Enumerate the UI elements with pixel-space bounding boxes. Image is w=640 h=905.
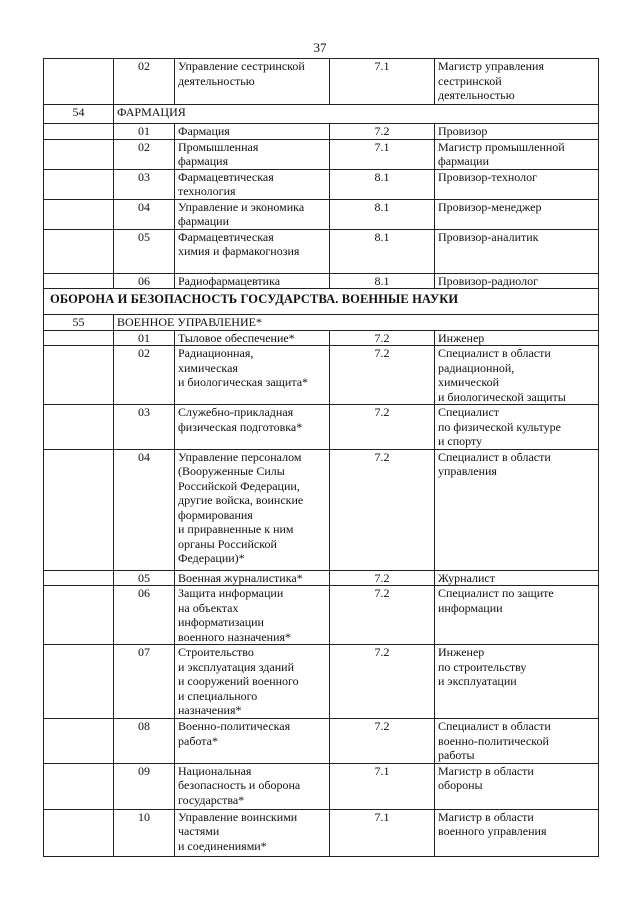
item-level: 8.1 bbox=[330, 169, 435, 199]
item-level: 7.1 bbox=[330, 59, 435, 105]
table-row bbox=[44, 405, 599, 450]
item-code: 03 bbox=[114, 405, 175, 450]
item-code: 05 bbox=[114, 229, 175, 273]
page-number: 37 bbox=[313, 40, 327, 55]
table-row bbox=[44, 124, 599, 140]
item-qualification: Магистр управления сестринской деятельностью bbox=[435, 59, 599, 105]
item-code: 07 bbox=[114, 645, 175, 719]
item-level: 7.2 bbox=[330, 346, 435, 405]
item-qualification: Специалист по физической культуре и спорту bbox=[435, 405, 599, 450]
empty-code-cell bbox=[44, 570, 114, 586]
section-row bbox=[44, 315, 599, 331]
item-code: 04 bbox=[114, 199, 175, 229]
item-code: 01 bbox=[114, 330, 175, 346]
table-row bbox=[44, 449, 599, 570]
item-level: 7.1 bbox=[330, 763, 435, 809]
item-qualification: Провизор bbox=[435, 124, 599, 140]
empty-code-cell bbox=[44, 719, 114, 764]
empty-code-cell bbox=[44, 124, 114, 140]
item-code: 03 bbox=[114, 169, 175, 199]
item-level: 7.2 bbox=[330, 570, 435, 586]
item-name: Военно-политическая работа* bbox=[175, 719, 330, 764]
table-row bbox=[44, 586, 599, 645]
empty-code-cell bbox=[44, 586, 114, 645]
item-level: 7.2 bbox=[330, 586, 435, 645]
item-name: Фармацевтическая химия и фармакогнозия bbox=[175, 229, 330, 273]
table-row bbox=[44, 229, 599, 273]
empty-code-cell bbox=[44, 169, 114, 199]
item-qualification: Провизор-аналитик bbox=[435, 229, 599, 273]
empty-code-cell bbox=[44, 139, 114, 169]
item-code: 08 bbox=[114, 719, 175, 764]
item-level: 7.2 bbox=[330, 330, 435, 346]
item-code: 02 bbox=[114, 59, 175, 105]
item-level: 8.1 bbox=[330, 229, 435, 273]
item-name: Национальная безопасность и оборона государства* bbox=[175, 763, 330, 809]
table-row bbox=[44, 59, 599, 105]
table-row bbox=[44, 169, 599, 199]
item-name: Управление персоналом (Вооруженные Силы Российской Федерации, другие войска, воинские формирования и приравненные к ним органы Российской Федерации)* bbox=[175, 449, 330, 570]
section-code: 55 bbox=[44, 315, 114, 331]
empty-code-cell bbox=[44, 763, 114, 809]
empty-code-cell bbox=[44, 346, 114, 405]
item-code: 01 bbox=[114, 124, 175, 140]
item-code: 10 bbox=[114, 809, 175, 856]
item-code: 02 bbox=[114, 139, 175, 169]
item-name: Радиационная, химическая и биологическая защита* bbox=[175, 346, 330, 405]
item-level: 8.1 bbox=[330, 273, 435, 289]
item-name: Фармацевтическая технология bbox=[175, 169, 330, 199]
item-code: 02 bbox=[114, 346, 175, 405]
item-qualification: Специалист в области радиационной, химической и биологической защиты bbox=[435, 346, 599, 405]
table-row bbox=[44, 199, 599, 229]
group-header-row bbox=[44, 289, 599, 315]
item-name: Военная журналистика* bbox=[175, 570, 330, 586]
item-qualification: Провизор-технолог bbox=[435, 169, 599, 199]
specialties-table bbox=[43, 58, 599, 857]
item-name: Тыловое обеспечение* bbox=[175, 330, 330, 346]
item-level: 7.2 bbox=[330, 124, 435, 140]
item-qualification: Магистр промышленной фармации bbox=[435, 139, 599, 169]
empty-code-cell bbox=[44, 405, 114, 450]
item-code: 04 bbox=[114, 449, 175, 570]
group-header-title: ОБОРОНА И БЕЗОПАСНОСТЬ ГОСУДАРСТВА. ВОЕННЫЕ НАУКИ bbox=[44, 289, 599, 315]
table-row bbox=[44, 645, 599, 719]
item-level: 8.1 bbox=[330, 199, 435, 229]
section-title: ФАРМАЦИЯ bbox=[114, 105, 599, 124]
empty-code-cell bbox=[44, 229, 114, 273]
item-qualification: Инженер bbox=[435, 330, 599, 346]
item-code: 06 bbox=[114, 586, 175, 645]
item-name: Служебно-прикладная физическая подготовка* bbox=[175, 405, 330, 450]
section-code: 54 bbox=[44, 105, 114, 124]
table-row bbox=[44, 570, 599, 586]
item-name: Радиофармацевтика bbox=[175, 273, 330, 289]
item-qualification: Специалист по защите информации bbox=[435, 586, 599, 645]
item-name: Управление и экономика фармации bbox=[175, 199, 330, 229]
empty-code-cell bbox=[44, 809, 114, 856]
item-qualification: Специалист в области управления bbox=[435, 449, 599, 570]
item-code: 09 bbox=[114, 763, 175, 809]
table-row bbox=[44, 139, 599, 169]
empty-code-cell bbox=[44, 199, 114, 229]
empty-code-cell bbox=[44, 645, 114, 719]
item-code: 05 bbox=[114, 570, 175, 586]
item-qualification: Инженер по строительству и эксплуатации bbox=[435, 645, 599, 719]
section-row bbox=[44, 105, 599, 124]
item-level: 7.2 bbox=[330, 405, 435, 450]
empty-code-cell bbox=[44, 59, 114, 105]
item-qualification: Провизор-радиолог bbox=[435, 273, 599, 289]
table-row bbox=[44, 719, 599, 764]
table-row bbox=[44, 763, 599, 809]
item-level: 7.2 bbox=[330, 719, 435, 764]
item-qualification: Магистр в области военного управления bbox=[435, 809, 599, 856]
item-qualification: Провизор-менеджер bbox=[435, 199, 599, 229]
item-name: Строительство и эксплуатация зданий и сооружений военного и специального назначения* bbox=[175, 645, 330, 719]
item-name: Защита информации на объектах информатизации военного назначения* bbox=[175, 586, 330, 645]
item-name: Фармация bbox=[175, 124, 330, 140]
table-row bbox=[44, 330, 599, 346]
empty-code-cell bbox=[44, 330, 114, 346]
item-name: Управление воинскими частями и соединениями* bbox=[175, 809, 330, 856]
table-row bbox=[44, 346, 599, 405]
table-row bbox=[44, 273, 599, 289]
item-level: 7.1 bbox=[330, 809, 435, 856]
item-name: Промышленная фармация bbox=[175, 139, 330, 169]
item-level: 7.2 bbox=[330, 645, 435, 719]
item-qualification: Магистр в области обороны bbox=[435, 763, 599, 809]
item-level: 7.2 bbox=[330, 449, 435, 570]
item-qualification: Журналист bbox=[435, 570, 599, 586]
empty-code-cell bbox=[44, 449, 114, 570]
table-row bbox=[44, 809, 599, 856]
empty-code-cell bbox=[44, 273, 114, 289]
item-qualification: Специалист в области военно-политической работы bbox=[435, 719, 599, 764]
item-level: 7.1 bbox=[330, 139, 435, 169]
item-name: Управление сестринской деятельностью bbox=[175, 59, 330, 105]
section-title: ВОЕННОЕ УПРАВЛЕНИЕ* bbox=[114, 315, 599, 331]
item-code: 06 bbox=[114, 273, 175, 289]
